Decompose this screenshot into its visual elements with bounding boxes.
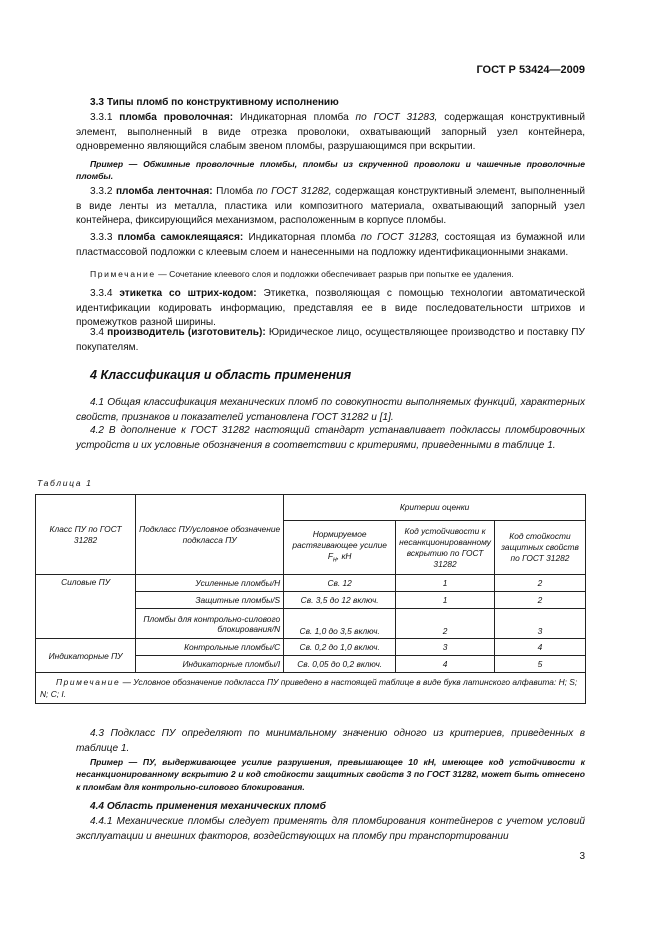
header-force: Нормируемое растягивающее усилие $F_н$, кН xyxy=(284,521,396,575)
header-code-open: Код устойчивости к несанкционированному вскрытию по ГОСТ 31282 xyxy=(396,521,495,575)
paragraph-3-4: 3.4 производитель (изготовитель): Юридическое лицо, осуществляющее производство и поставку ПУ покупателям. xyxy=(76,327,585,353)
code-prot-cell: 5 xyxy=(494,656,585,673)
subclass-cell: Пломбы для контрольно-силового блокирования/N xyxy=(136,609,284,639)
table-note-row xyxy=(36,673,586,704)
paragraph-3-3-2: 3.3.2 пломба ленточная: Пломба по ГОСТ 31282, содержащая конструктивный элемент, выполненный в виде ленты из металла, пластика или композитного материала, охватывающий запорный узел контейнера, фиксирующийся механизмом, расположенным в корпусе пломбы. xyxy=(76,186,586,227)
section-4-4-heading: 4.4 Область применения механических пломб xyxy=(90,801,326,812)
note-1: Примечание — Сочетание клеевого слоя и подложки обеспечивает разрыв при попытке ее удаления. xyxy=(90,269,514,279)
code-prot-cell: 2 xyxy=(494,592,585,609)
example-1: Пример — Обжимные проволочные пломбы, пломбы из скрученной проволоки и чашечные проволочные пломбы. xyxy=(76,159,585,182)
class-indicator: Индикаторные ПУ xyxy=(36,639,136,673)
header-class: Класс ПУ по ГОСТ 31282 xyxy=(36,495,136,575)
force-cell: Св. 0,05 до 0,2 включ. xyxy=(284,656,396,673)
code-open-cell: 1 xyxy=(396,575,495,592)
paragraph-3-3-3: 3.3.3 пломба самоклеящаяся: Индикаторная пломба по ГОСТ 31283, состоящая из бумажной или пластмассовой подложки с клеевым слоем и нанесенными на подложку идентификационными знаками. xyxy=(76,232,585,258)
table-caption: Таблица 1 xyxy=(37,478,93,488)
example-2: Пример — ПУ, выдерживающее усилие разрушения, превышающее 10 кН, имеющее код устойчивости к несанкционированному вскрытию 2 и код стойкости защитных свойств 3 по ГОСТ 31282, может быть отнесено к пломбам для контрольно-силового блокирования. xyxy=(76,757,585,792)
table-row xyxy=(36,639,586,656)
header-code-prot: Код стойкости защитных свойств по ГОСТ 31282 xyxy=(494,521,585,575)
code-open-cell: 3 xyxy=(396,639,495,656)
code-open-cell: 2 xyxy=(396,609,495,639)
force-cell: Св. 12 xyxy=(284,575,396,592)
code-prot-cell: 4 xyxy=(494,639,585,656)
code-prot-cell: 2 xyxy=(494,575,585,592)
code-prot-cell: 3 xyxy=(494,609,585,639)
paragraph-4-2: 4.2 В дополнение к ГОСТ 31282 настоящий стандарт устанавливает подклассы пломбировочных устройств и их условные обозначения в соответствии с критериями, приведенными в таблице 1. xyxy=(76,425,585,451)
paragraph-3-3-4: 3.3.4 этикетка со штрих-кодом: Этикетка, позволяющая с помощью технологии автоматической идентификации кодировать информацию, представляя ее в виде последовательности штрихов и промежутков разной ширины. xyxy=(76,288,586,329)
section-3-3-heading: 3.3 Типы пломб по конструктивному исполнению xyxy=(90,97,339,108)
force-cell: Св. 3,5 до 12 включ. xyxy=(284,592,396,609)
code-open-cell: 1 xyxy=(396,592,495,609)
section-4-heading: 4 Классификация и область применения xyxy=(90,368,352,382)
table-note: Примечание — Условное обозначение подкласса ПУ приведено в настоящей таблице в виде букв латинского алфавита: H; S; N; C; I. xyxy=(36,673,586,704)
paragraph-4-3: 4.3 Подкласс ПУ определяют по минимальному значению одного из критериев, приведенных в таблице 1. xyxy=(76,728,585,754)
subclass-cell: Контрольные пломбы/C xyxy=(136,639,284,656)
subclass-cell: Защитные пломбы/S xyxy=(136,592,284,609)
header-criteria: Критерии оценки xyxy=(284,495,586,521)
table-row xyxy=(36,575,586,592)
document-number: ГОСТ Р 53424—2009 xyxy=(476,64,585,76)
force-cell: Св. 1,0 до 3,5 включ. xyxy=(284,609,396,639)
code-open-cell: 4 xyxy=(396,656,495,673)
classification-table xyxy=(35,494,586,704)
force-cell: Св. 0,2 до 1,0 включ. xyxy=(284,639,396,656)
class-power: Силовые ПУ xyxy=(36,575,136,639)
subclass-cell: Индикаторные пломбы/I xyxy=(136,656,284,673)
header-subclass: Подкласс ПУ/условное обозначение подкласса ПУ xyxy=(136,495,284,575)
page-number: 3 xyxy=(579,851,585,862)
subclass-cell: Усиленные пломбы/H xyxy=(136,575,284,592)
paragraph-4-4-1: 4.4.1 Механические пломбы следует применять для пломбирования контейнеров с учетом условий эксплуатации и внешних факторов, воздействующих на пломбу при транспортировании xyxy=(76,816,585,842)
paragraph-4-1: 4.1 Общая классификация механических пломб по совокупности выполняемых функций, характерных свойств, признаков и показателей установлена ГОСТ 31282 и [1]. xyxy=(76,397,585,423)
paragraph-3-3-1: 3.3.1 пломба проволочная: Индикаторная пломба по ГОСТ 31283, содержащая конструктивный элемент, выполненный в виде отрезка проволоки, охватывающий запорный узел контейнера, одновременно являющийся слабым звеном пломбы, разрушающимся при вскрытии. xyxy=(76,112,586,153)
